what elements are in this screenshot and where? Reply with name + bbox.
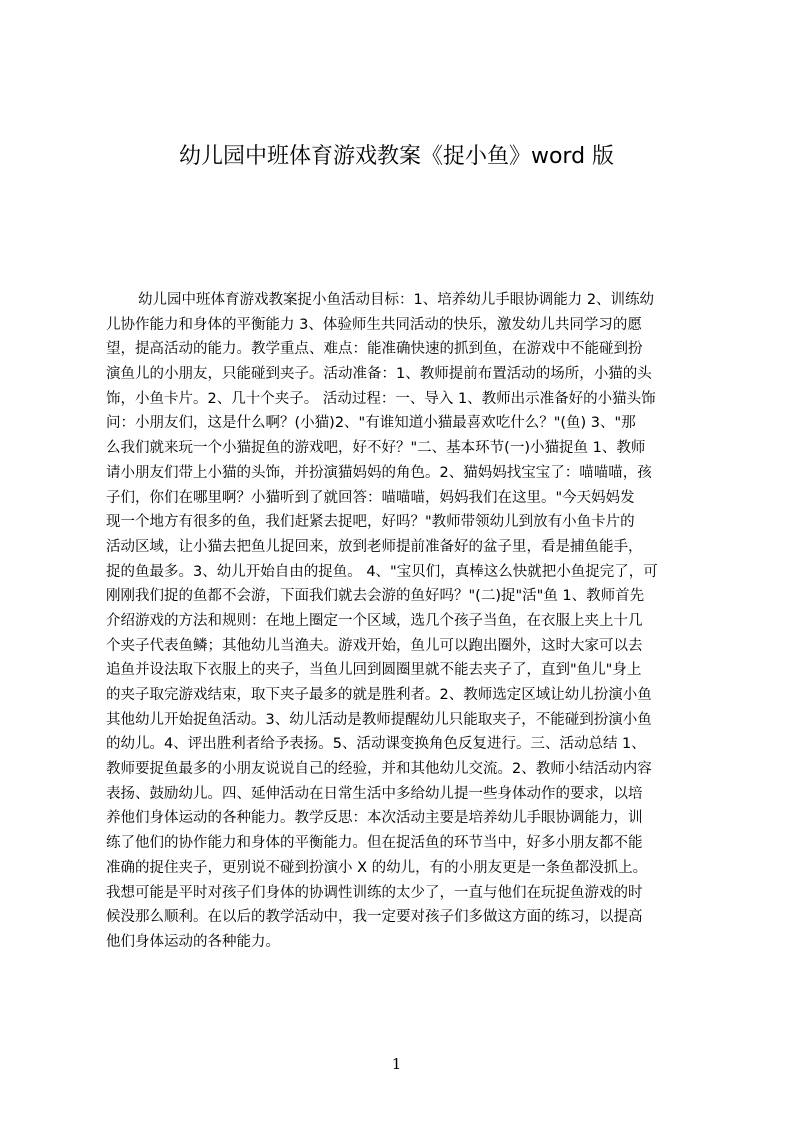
body-line: 么我们就来玩一个小猫捉鱼的游戏吧，好不好？"二、基本环节(一)小猫捉鱼 1、教师: [106, 440, 646, 457]
body-line: 他们身体运动的各种能力。: [106, 933, 280, 950]
document-body: [106, 288, 698, 1018]
body-line: 捉的鱼最多。3、幼儿开始自由的捉鱼。 4、"宝贝们，真棒这么快就把小鱼捉完了，可: [106, 563, 658, 580]
body-line: 练了他们的协作能力和身体的平衡能力。但在捉活鱼的环节当中，好多小朋友都不能: [106, 835, 643, 852]
body-line: 教师要捉鱼最多的小朋友说说自己的经验，并和其他幼儿交流。2、教师小结活动内容: [106, 761, 652, 778]
body-line: 我想可能是平时对孩子们身体的协调性训练的太少了，一直与他们在玩捉鱼游戏的时: [106, 884, 643, 901]
body-line: 表扬、鼓励幼儿。四、延伸活动在日常生活中多给幼儿提一些身体动作的要求，以培: [106, 785, 643, 802]
body-line: 的幼儿。4、评出胜利者给予表扬。5、活动课变换角色反复进行。三、活动总结 1、: [106, 736, 646, 753]
body-line: 演鱼儿的小朋友，只能碰到夹子。活动准备：1、教师提前布置活动的场所，小猫的头: [106, 366, 652, 383]
body-line: 的夹子取完游戏结束，取下夹子最多的就是胜利者。2、教师选定区域让幼儿扮演小鱼: [106, 687, 652, 703]
body-line: 个夹子代表鱼鳞；其他幼儿当渔夫。游戏开始，鱼儿可以跑出圈外，这时大家可以去: [106, 637, 643, 654]
body-line: 问：小朋友们，这是什么啊？(小猫)2、"有谁知道小猫最喜欢吃什么？"(鱼) 3、"那: [106, 415, 636, 432]
body-line: 刚刚我们捉的鱼都不会游，下面我们就去会游的鱼好吗？"(二)捉"活"鱼 1、教师首先: [106, 588, 645, 605]
body-line: 儿协作能力和身体的平衡能力 3、体验师生共同活动的快乐，激发幼儿共同学习的愿: [106, 316, 642, 333]
body-line: 养他们身体运动的各种能力。教学反思：本次活动主要是培养幼儿手眼协调能力，训: [106, 810, 643, 827]
document-title: 幼儿园中班体育游戏教案《捉小鱼》word 版: [178, 144, 615, 169]
body-line: 候没那么顺利。在以后的教学活动中，我一定要对孩子们多做这方面的练习，以提高: [106, 909, 643, 926]
body-line: 现一个地方有很多的鱼，我们赶紧去捉吧，好吗？"教师带领幼儿到放有小鱼卡片的: [106, 514, 635, 531]
body-line: 活动区域，让小猫去把鱼儿捉回来，放到老师提前准备好的盆子里，看是捕鱼能手，: [106, 538, 643, 555]
body-line: 饰，小鱼卡片。2、几十个夹子。 活动过程：一、导入 1、教师出示准备好的小猫头饰: [106, 390, 656, 407]
body-line: 望，提高活动的能力。教学重点、难点：能准确快速的抓到鱼，在游戏中不能碰到扮: [106, 341, 643, 358]
page-number: 1: [391, 1055, 402, 1073]
body-line: 其他幼儿开始捉鱼活动。3、幼儿活动是教师提醒幼儿只能取夹子，不能碰到扮演小鱼: [106, 711, 652, 728]
body-line: 介绍游戏的方法和规则：在地上圈定一个区域，选几个孩子当鱼，在衣服上夹上十几: [106, 612, 643, 629]
body-line: 幼儿园中班体育游戏教案捉小鱼活动目标：1、培养幼儿手眼协调能力 2、训练幼: [138, 292, 655, 308]
body-line: 准确的捉住夹子，更别说不碰到扮演小 X 的幼儿，有的小朋友更是一条鱼都没抓上。: [106, 859, 648, 876]
body-line: 追鱼并设法取下衣服上的夹子，当鱼儿回到圆圈里就不能去夹子了，直到"鱼儿"身上: [106, 662, 642, 679]
body-line: 请小朋友们带上小猫的头饰，并扮演猫妈妈的角色。2、猫妈妈找宝宝了：喵喵喵，孩: [106, 464, 652, 481]
body-line: 子们，你们在哪里啊？小猫听到了就回答：喵喵喵，妈妈我们在这里。"今天妈妈发: [106, 489, 635, 506]
